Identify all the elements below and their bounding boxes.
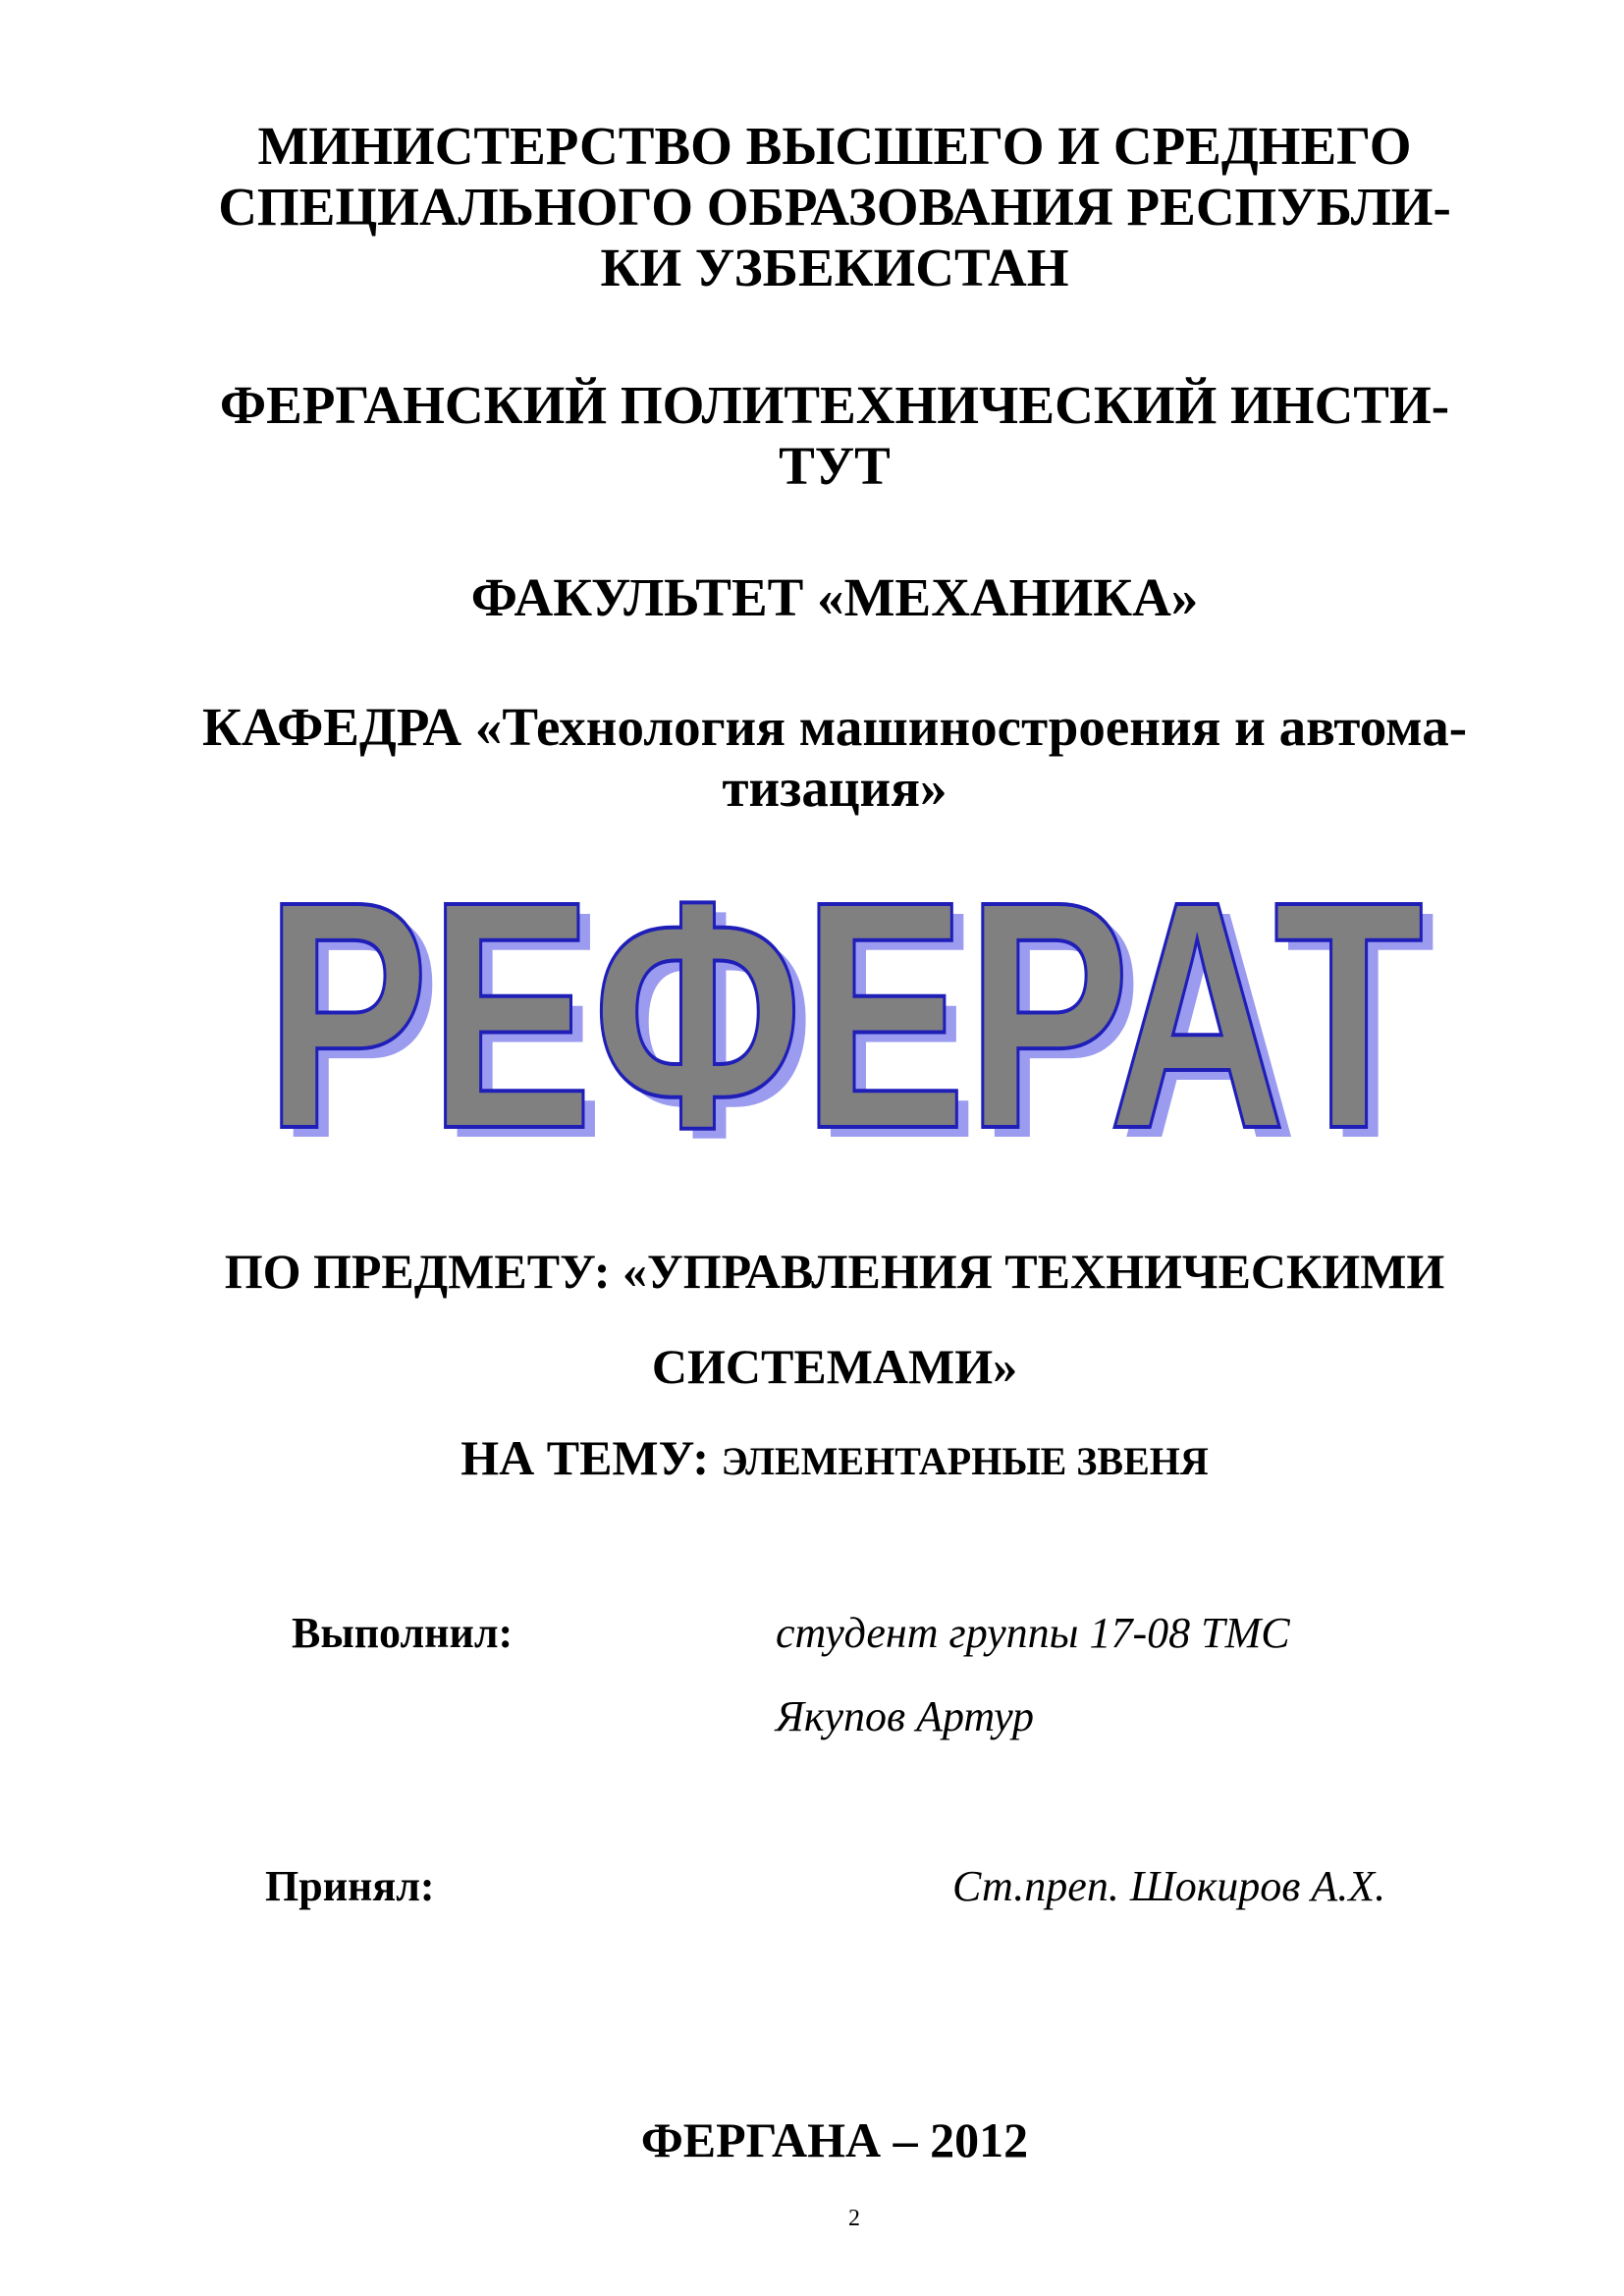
topic-value: ЭЛЕМЕНТАРНЫЕ ЗВЕНЯ bbox=[721, 1439, 1209, 1483]
ministry-line-3: КИ УЗБЕКИСТАН bbox=[600, 238, 1069, 297]
department-line-2: тизация» bbox=[722, 758, 947, 818]
subject-line-2: СИСТЕМАМИ» bbox=[651, 1339, 1018, 1394]
faculty-text: ФАКУЛЬТЕТ «МЕХАНИКА» bbox=[470, 567, 1199, 627]
institute-line-2: ТУТ bbox=[779, 436, 891, 496]
title-shadow: РЕФЕРАТ bbox=[277, 883, 1435, 1168]
performed-student-name: Якупов Артур bbox=[776, 1692, 1035, 1740]
city-year-text: ФЕРГАНА – 2012 bbox=[640, 2112, 1029, 2167]
department-line-1: КАФЕДРА «Технология машиностроения и автома- bbox=[201, 697, 1468, 757]
performed-label: Выполнил: bbox=[292, 1609, 514, 1657]
department-heading bbox=[196, 697, 1473, 819]
ministry-line-1: МИНИСТЕРСТВО ВЫСШЕГО И СРЕДНЕГО bbox=[257, 116, 1412, 176]
document-title bbox=[245, 883, 1443, 1168]
subject-line-1: ПО ПРЕДМЕТУ: «УПРАВЛЕНИЯ ТЕХНИЧЕСКИМИ bbox=[224, 1244, 1445, 1299]
topic-heading bbox=[196, 1428, 1473, 1491]
accepted-teacher-name: Ст.преп. Шокиров А.Х. bbox=[952, 1862, 1386, 1910]
ministry-line-2: СПЕЦИАЛЬНОГО ОБРАЗОВАНИЯ РЕСПУБЛИ- bbox=[218, 177, 1451, 237]
city-year bbox=[196, 2110, 1473, 2169]
subject-heading-line-2 bbox=[196, 1337, 1473, 1396]
subject-heading-line-1 bbox=[196, 1242, 1473, 1301]
page-number: 2 bbox=[848, 2206, 860, 2231]
institute-line-1: ФЕРГАНСКИЙ ПОЛИТЕХНИЧЕСКИЙ ИНСТИ- bbox=[219, 375, 1450, 435]
topic-label: НА ТЕМУ: bbox=[460, 1430, 710, 1485]
title-text: РЕФЕРАТ bbox=[265, 883, 1424, 1168]
ministry-heading bbox=[196, 116, 1473, 298]
performed-student-group: студент группы 17-08 ТМС bbox=[776, 1609, 1290, 1657]
faculty-heading bbox=[196, 567, 1473, 628]
accepted-label: Принял: bbox=[265, 1862, 435, 1910]
title-wordart bbox=[245, 883, 1443, 1168]
institute-heading bbox=[196, 375, 1473, 497]
